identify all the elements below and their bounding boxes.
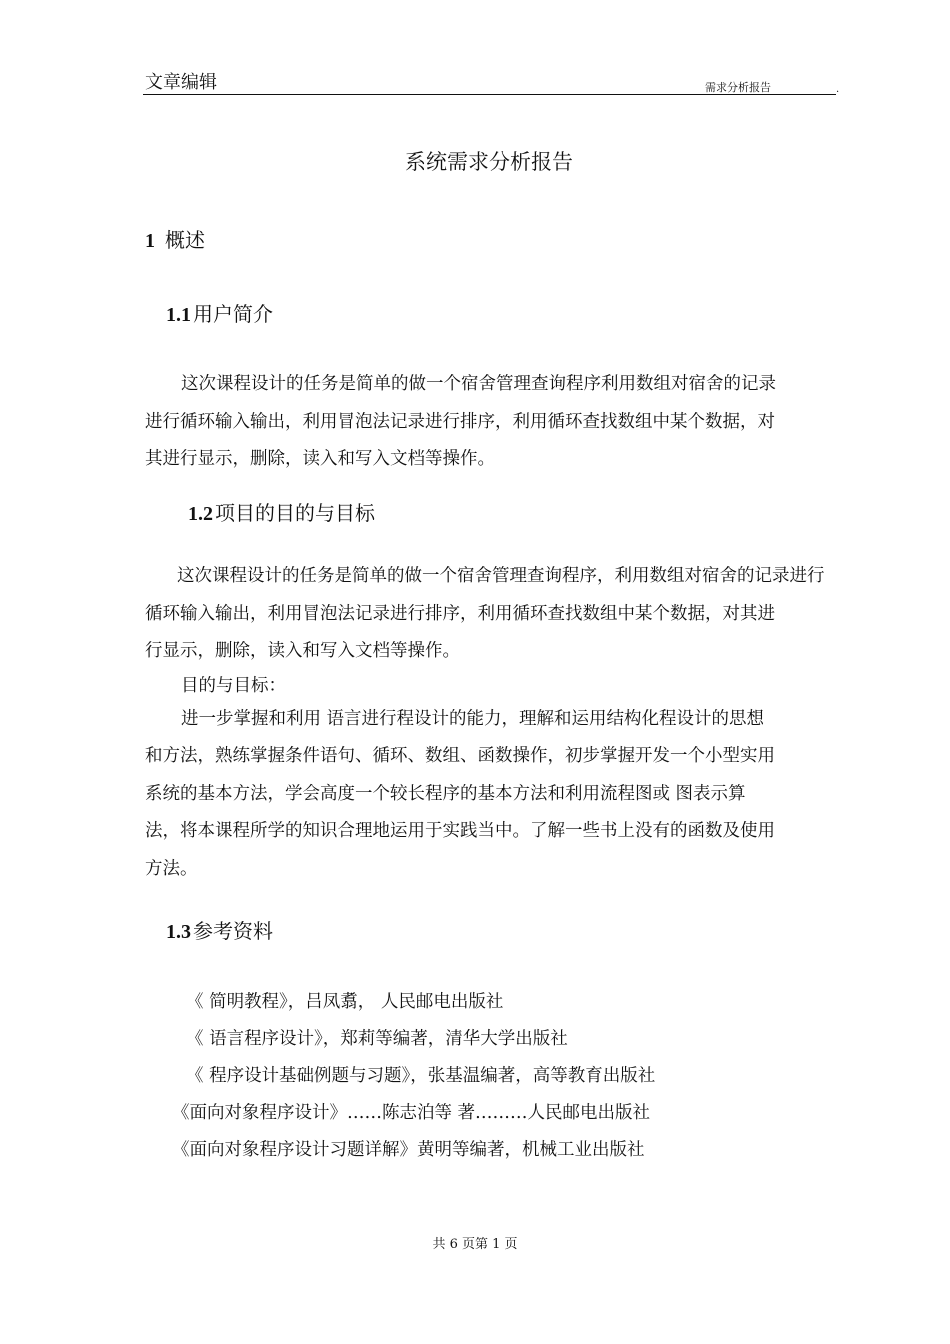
page-footer: 共 6 页第 1 页 bbox=[432, 1237, 518, 1252]
paragraph-line: 其进行显示，删除，读入和写入文档等操作。 bbox=[145, 449, 495, 469]
reference-item: 《 简明教程》，吕凤翥， 人民邮电出版社 bbox=[186, 992, 504, 1012]
paragraph-line: 和方法，熟练掌握条件语句、循环、数组、函数操作，初步掌握开发一个小型实用 bbox=[145, 746, 775, 766]
header-rule bbox=[143, 94, 836, 95]
section-1-3-number: 1.3 bbox=[166, 921, 191, 943]
header-mark: . bbox=[836, 84, 840, 95]
paragraph-line: 这次课程设计的任务是简单的做一个宿舍管理查询程序，利用数组对宿舍的记录进行 bbox=[177, 566, 825, 586]
paragraph-line: 方法。 bbox=[145, 858, 198, 879]
paragraph-line: 系统的基本方法，学会高度一个较长程序的基本方法和利用流程图或 图表示算 bbox=[145, 783, 746, 804]
paragraph-line: 行显示，删除，读入和写入文档等操作。 bbox=[145, 641, 460, 661]
section-1-2-heading bbox=[188, 497, 375, 526]
section-1-heading bbox=[145, 224, 205, 253]
header-left-text: 文章编辑 bbox=[145, 72, 217, 93]
section-1-1-title: 用户简介 bbox=[193, 302, 273, 326]
section-1-2-title: 项目的目的与目标 bbox=[215, 501, 375, 525]
section-1-1-heading bbox=[166, 298, 273, 327]
section-1-2-number: 1.2 bbox=[188, 503, 213, 525]
header-right-text: 需求分析报告 bbox=[705, 81, 771, 94]
section-1-number: 1 bbox=[145, 230, 155, 252]
section-1-2-paragraph bbox=[145, 558, 845, 888]
paragraph-line: 目的与目标： bbox=[181, 675, 286, 696]
paragraph-line: 进一步掌握和利用 语言进行程设计的能力，理解和运用结构化程设计的思想 bbox=[181, 708, 765, 729]
paragraph-line: 这次课程设计的任务是简单的做一个宿舍管理查询程序利用数组对宿舍的记录 bbox=[181, 374, 776, 394]
paragraph-line: 进行循环输入输出，利用冒泡法记录进行排序，利用循环查找数组中某个数据，对 bbox=[145, 411, 775, 432]
section-1-1-number: 1.1 bbox=[166, 304, 191, 326]
section-1-3-heading bbox=[166, 915, 273, 944]
document-title: 系统需求分析报告 bbox=[405, 150, 573, 174]
reference-item: 《 程序设计基础例题与习题》，张基温编著，高等教育出版社 bbox=[186, 1066, 656, 1086]
section-1-title: 概述 bbox=[165, 228, 205, 252]
section-1-3-title: 参考资料 bbox=[193, 919, 273, 943]
paragraph-line: 循环输入输出，利用冒泡法记录进行排序，利用循环查找数组中某个数据，对其进 bbox=[145, 603, 775, 624]
reference-item: 《面向对象程序设计》……陈志泊等 著………人民邮电出版社 bbox=[172, 1103, 651, 1123]
section-1-1-paragraph bbox=[145, 366, 845, 479]
reference-item: 《 语言程序设计》，郑莉等编著，清华大学出版社 bbox=[186, 1029, 568, 1049]
paragraph-line: 法，将本课程所学的知识合理地运用于实践当中。了解一些书上没有的函数及使用 bbox=[145, 821, 775, 841]
reference-item: 《面向对象程序设计习题详解》黄明等编著，机械工业出版社 bbox=[172, 1140, 645, 1160]
